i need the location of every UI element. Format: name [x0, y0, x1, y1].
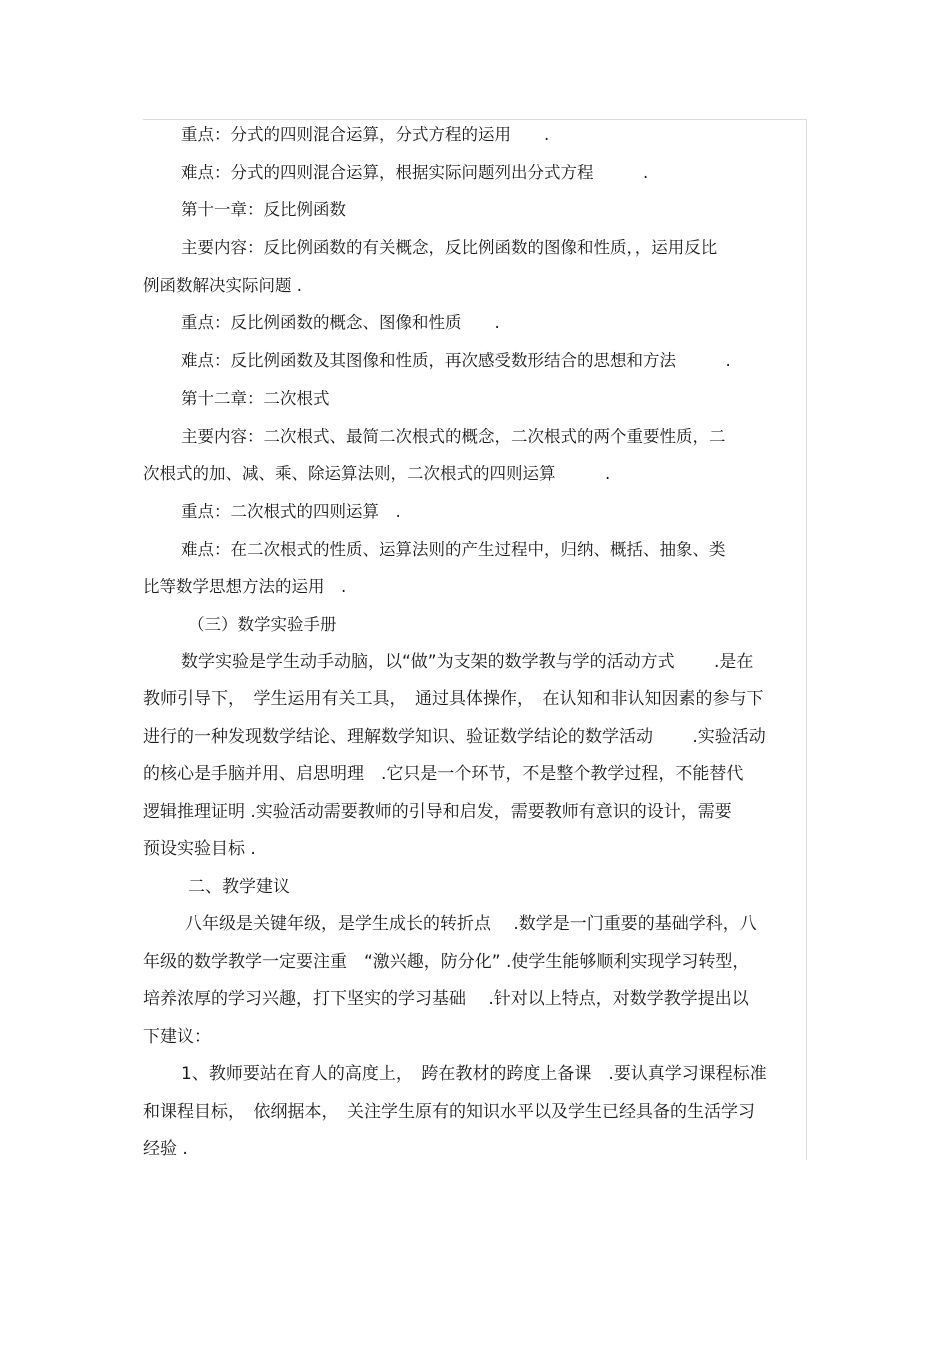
paragraph-line	[143, 1131, 807, 1169]
line-text: 主要内容：二次根式、最简二次根式的概念，二次根式的两个重要性质，二	[181, 426, 726, 446]
paragraph-line	[143, 116, 807, 154]
line-text: 教师引导下， 学生运用有关工具， 通过具体操作， 在认知和非认知因素的参与下	[143, 689, 764, 710]
paragraph-line	[143, 342, 807, 380]
line-text: 难点：反比例函数及其图像和性质，再次感受数形结合的思想和方法 .	[181, 351, 731, 371]
chapter-heading	[143, 191, 807, 229]
line-text: 难点：在二次根式的性质、运算法则的产生过程中，归纳、概括、抽象、类	[181, 539, 726, 559]
line-text: 和课程目标， 依纲据本， 关注学生原有的知识水平以及学生已经具备的生活学习	[143, 1101, 755, 1122]
line-text: 第十一章：反比例函数	[181, 200, 346, 220]
paragraph-line	[143, 944, 807, 982]
section-heading	[143, 606, 807, 644]
paragraph-line	[143, 493, 807, 531]
paragraph-line	[143, 304, 807, 342]
line-text: 培养浓厚的学习兴趣，打下坚实的学习基础 .针对以上特点，对数学教学提出以	[143, 989, 749, 1010]
line-text: 主要内容：反比例函数的有关概念，反比例函数的图像和性质，，运用反比	[181, 238, 718, 258]
paragraph-line	[143, 267, 807, 305]
line-text: 八年级是关键年级，是学生成长的转折点 .数学是一门重要的基础学科，八	[185, 914, 757, 935]
paragraph-line	[143, 1019, 807, 1057]
line-text: 进行的一种发现数学结论、理解数学知识、验证数学结论的数学活动 .实验活动	[143, 726, 766, 747]
paragraph-line	[143, 568, 807, 606]
paragraph-line	[143, 1094, 807, 1132]
paragraph-line	[143, 906, 807, 944]
line-text: 重点：分式的四则混合运算，分式方程的运用 .	[181, 125, 550, 144]
paragraph-line	[143, 418, 807, 456]
line-text: 下建议：	[143, 1026, 211, 1047]
line-text: 逻辑推理证明 .实验活动需要教师的引导和启发，需要教师有意识的设计，需要	[143, 801, 732, 822]
paragraph-line	[143, 681, 807, 719]
line-text: 难点：分式的四则混合运算，根据实际问题列出分式方程 .	[181, 162, 649, 182]
paragraph-line	[143, 756, 807, 794]
line-text: 经验 .	[143, 1139, 188, 1160]
paragraph-line	[143, 981, 807, 1019]
line-text: 重点：二次根式的四则运算 .	[181, 501, 401, 521]
line-text: （三）数学实验手册	[188, 614, 337, 634]
line-text: 1、教师要站在育人的高度上， 跨在教材的跨度上备课 .要认真学习课程标准	[181, 1064, 767, 1085]
line-text: 第十二章：二次根式	[181, 388, 330, 408]
line-text: 重点：反比例函数的概念、图像和性质 .	[181, 313, 500, 333]
paragraph-line	[143, 1056, 807, 1094]
chapter-heading	[143, 380, 807, 418]
line-text: 比等数学思想方法的运用 .	[143, 577, 347, 597]
paragraph-line	[143, 531, 807, 569]
document-body	[143, 116, 807, 1169]
line-text: 预设实验目标 .	[143, 839, 256, 860]
paragraph-line	[143, 719, 807, 757]
paragraph-line	[143, 154, 807, 192]
paragraph-line	[143, 644, 807, 682]
paragraph-line	[143, 794, 807, 832]
line-text: 例函数解决实际问题 .	[143, 275, 302, 295]
paragraph-line	[143, 831, 807, 869]
line-text: 二、教学建议	[188, 876, 290, 897]
line-text: 次根式的加、减、乘、除运算法则，二次根式的四则运算 .	[143, 464, 611, 484]
paragraph-line	[143, 455, 807, 493]
line-text: 数学实验是学生动手动脑，以“做”为支架的数学教与学的活动方式 .是在	[181, 651, 754, 672]
section-heading	[143, 869, 807, 907]
line-text: 年级的数学教学一定要注重 “激兴趣，防分化” .使学生能够顺利实现学习转型，	[143, 951, 750, 972]
line-text: 的核心是手脑并用、启思明理 .它只是一个环节，不是整个教学过程，不能替代	[143, 764, 744, 785]
paragraph-line	[143, 229, 807, 267]
